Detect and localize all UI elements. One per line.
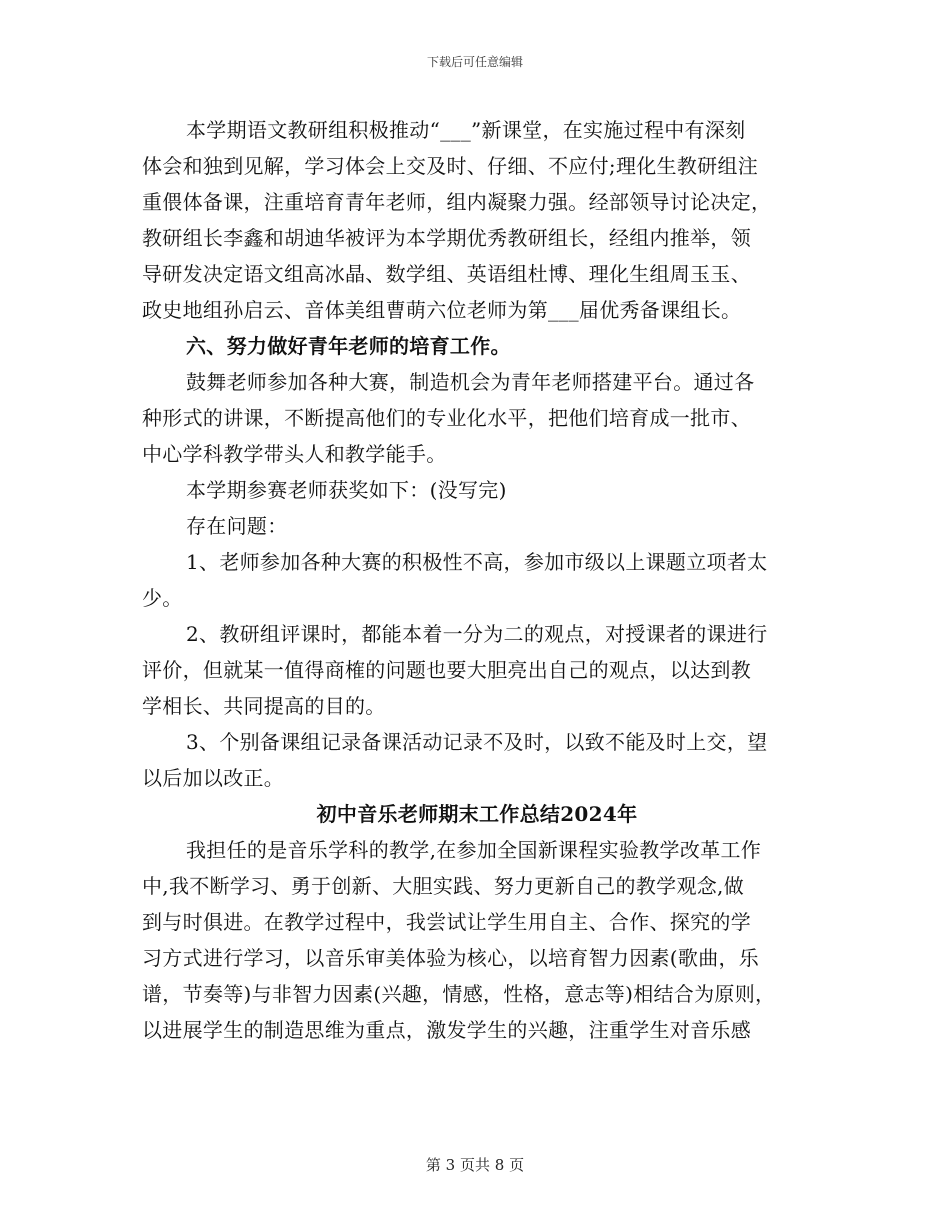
text-line: 到与时俱进。在教学过程中，我尝试让学生用自主、合作、探究的学 bbox=[142, 910, 751, 934]
text-line: 评价，但就某一值得商榷的问题也要大胆亮出自己的观点，以达到教 bbox=[142, 658, 751, 682]
text-line: 1、老师参加各种大赛的积极性不高，参加市级以上课题立项者太 bbox=[186, 550, 768, 574]
text-line: 谱，节奏等)与非智力因素(兴趣，情感，性格，意志等)相结合为原则， bbox=[142, 982, 776, 1006]
text-line: 2、教研组评课时，都能本着一分为二的观点，对授课者的课进行 bbox=[186, 622, 768, 646]
text-line: 存在问题： bbox=[186, 514, 288, 538]
section-heading: 六、努力做好青年老师的培育工作。 bbox=[186, 334, 511, 358]
text-line: 少。 bbox=[142, 586, 183, 610]
text-line: 种形式的讲课，不断提高他们的专业化水平，把他们培育成一批市、 bbox=[142, 406, 751, 430]
page-header: 下载后可任意编辑 bbox=[426, 55, 523, 69]
text-line: 导研发决定语文组高冰晶、数学组、英语组杜博、理化生组周玉玉、 bbox=[142, 262, 751, 286]
text-line: 本学期参赛老师获奖如下：(没写完) bbox=[186, 478, 507, 502]
text-line: 以后加以改正。 bbox=[142, 766, 285, 790]
text-line: 3、个别备课组记录备课活动记录不及时，以致不能及时上交，望 bbox=[186, 730, 768, 754]
text-line: 以进展学生的制造思维为重点，激发学生的兴趣，注重学生对音乐感 bbox=[142, 1018, 751, 1042]
text-line: 本学期语文教研组积极推动“___”新课堂，在实施过程中有深刻 bbox=[186, 118, 746, 142]
text-line: 习方式进行学习，以音乐审美体验为核心，以培育智力因素(歌曲，乐 bbox=[142, 946, 760, 970]
text-line: 鼓舞老师参加各种大赛，制造机会为青年老师搭建平台。通过各 bbox=[186, 370, 755, 394]
page-number: 第 3 页共 8 页 bbox=[425, 1156, 525, 1174]
text-line: 中,我不断学习、勇于创新、大胆实践、努力更新自己的教学观念,做 bbox=[142, 874, 745, 898]
text-line: 重偎体备课，注重培育青年老师，组内凝聚力强。经部领导讨论决定， bbox=[142, 190, 772, 214]
text-line: 我担任的是音乐学科的教学,在参加全国新课程实验教学改革工作 bbox=[186, 838, 762, 862]
text-line: 教研组长李鑫和胡迪华被评为本学期优秀教研组长，经组内推举，领 bbox=[142, 226, 751, 250]
text-line: 中心学科教学带头人和教学能手。 bbox=[142, 442, 447, 466]
text-line: 学相长、共同提高的目的。 bbox=[142, 694, 386, 718]
document-body bbox=[142, 112, 812, 1048]
text-line: 体会和独到见解，学习体会上交及时、仔细、不应付;理化生教研组注 bbox=[142, 154, 759, 178]
text-line: 政史地组孙启云、音体美组曹萌六位老师为第___届优秀备课组长。 bbox=[142, 298, 742, 322]
section-title: 初中音乐老师期末工作总结2024年 bbox=[316, 802, 638, 826]
